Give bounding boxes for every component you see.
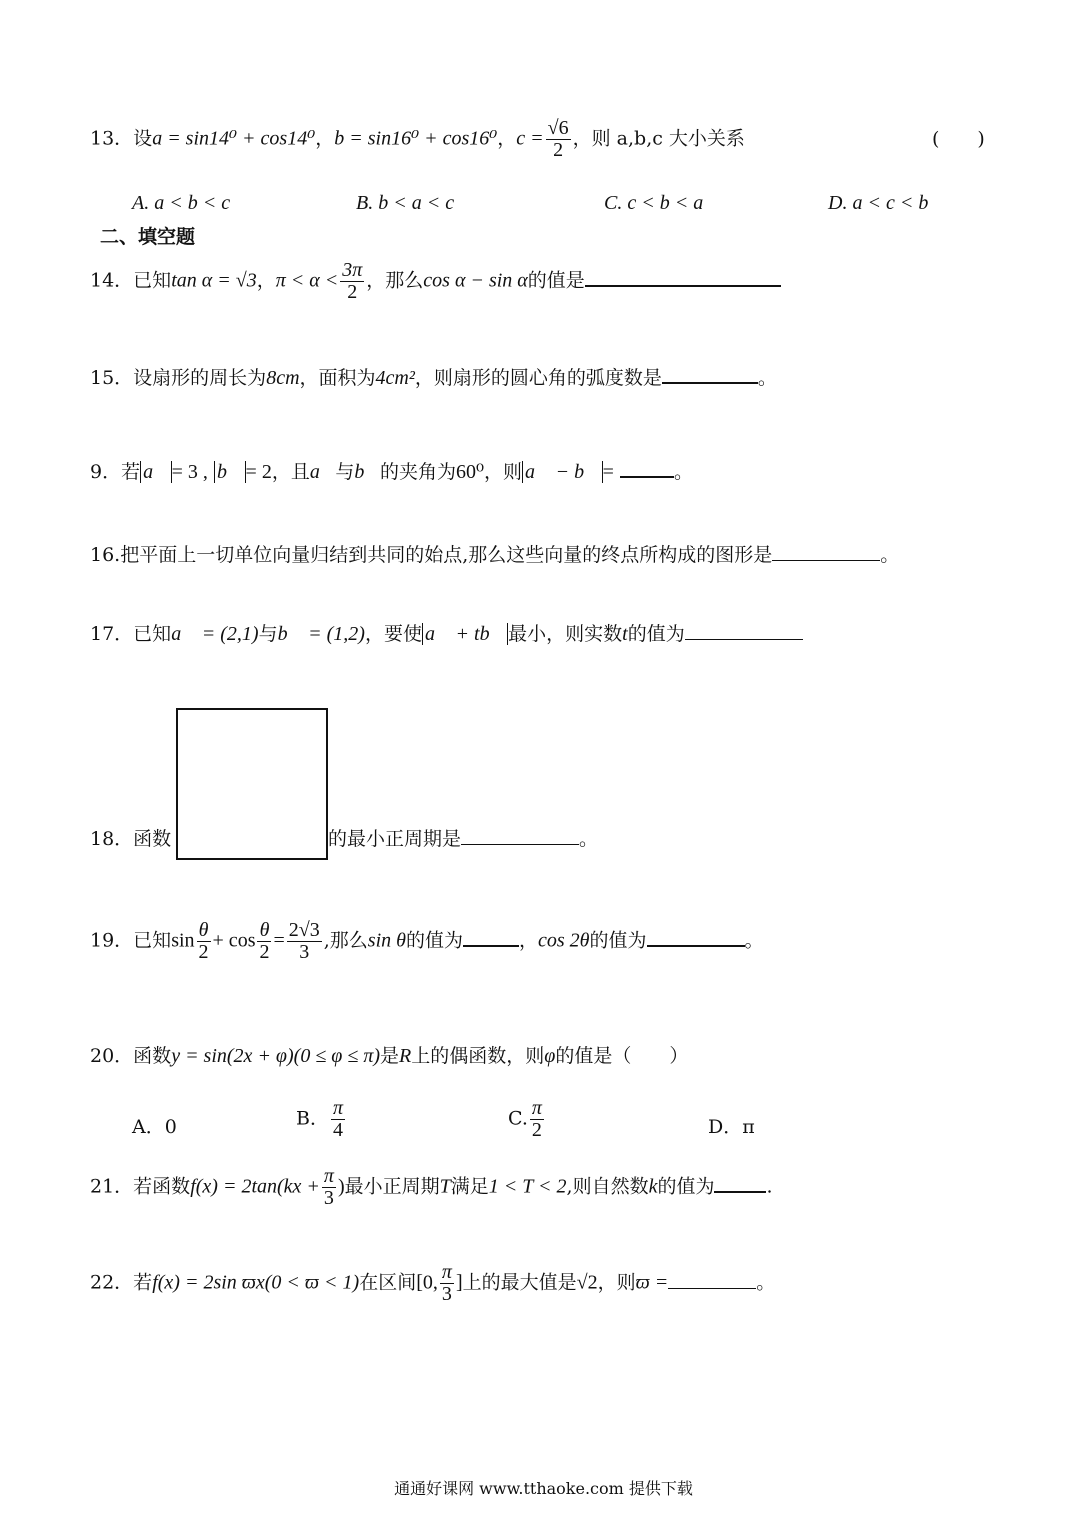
q19-eq: = <box>273 929 285 952</box>
q22-text2: 在区间 <box>359 1271 417 1294</box>
q22-frac-den: 3 <box>441 1283 452 1305</box>
q9-end: 。 <box>673 461 693 483</box>
q20-optC-frac <box>530 1098 544 1141</box>
q13-tail: ，则 a,b,c 大小关系 <box>572 127 745 150</box>
q14-fraction <box>340 260 364 303</box>
q20-optB-label: B． <box>296 1107 329 1130</box>
q17-abs: a⃗ + tb⃗ <box>422 623 508 645</box>
q18-end: 。 <box>579 828 599 850</box>
q16-end: 。 <box>880 544 900 566</box>
q19-text1: 19．已知 <box>90 929 172 952</box>
q19-frac1 <box>197 920 211 963</box>
q9-angle: 60⁰ <box>456 461 485 483</box>
q21-end: . <box>766 1175 773 1198</box>
q20-option-d: D．π <box>708 1116 755 1138</box>
q15-text2: ，面积为 <box>299 367 376 389</box>
q13-answer-paren: ( ) <box>932 128 985 150</box>
q14-answer-blank[interactable] <box>585 284 781 287</box>
q15-text1: 15．设扇形的周长为 <box>90 367 267 389</box>
q13-c-num: √6 <box>547 117 569 139</box>
q18-line-right <box>328 828 598 851</box>
q22-line <box>90 1262 775 1305</box>
q14-frac-den: 2 <box>347 281 358 303</box>
q19-line <box>90 920 764 963</box>
q21-text3: 满足 <box>450 1175 489 1198</box>
q14-comma: ， <box>256 269 276 292</box>
q22-expr1: f(x) = 2sin ϖx(0 < ϖ < 1) <box>152 1271 360 1294</box>
q21-frac-den: 3 <box>323 1187 334 1209</box>
q16-text: 16.把平面上一切单位向量归结到共同的始点,那么这些向量的终点所构成的图形是 <box>90 544 773 566</box>
q22-sqrt: √2 <box>576 1271 598 1294</box>
q17-answer-blank[interactable] <box>685 638 803 640</box>
q20-optC-den: 2 <box>531 1119 542 1141</box>
q19-text4: ， <box>518 929 538 952</box>
q18-answer-blank[interactable] <box>461 843 579 845</box>
q15-answer-blank[interactable] <box>662 381 758 384</box>
q15-line <box>90 366 777 390</box>
q19-frac2 <box>257 920 271 963</box>
q19-text5: 的值为 <box>589 929 647 952</box>
q17-text3: ，要使 <box>364 623 422 645</box>
q13-comma2: ， <box>497 127 517 150</box>
q9-text4: 的夹角为 <box>379 461 456 483</box>
q13-option-b: B. b < a < c <box>356 192 455 214</box>
q17-text5: 的值为 <box>627 623 685 645</box>
q20-R: R <box>399 1045 412 1067</box>
q9-vec-a: a⃗ <box>309 461 336 483</box>
q17-text2: 与 <box>258 623 278 645</box>
q20-text4: 的值是（ ） <box>555 1045 689 1067</box>
q13-comma1: ， <box>315 127 335 150</box>
q19-plus-cos: + cos <box>212 929 256 952</box>
q18-function-image-box <box>176 708 328 860</box>
q14-line <box>90 260 781 303</box>
q16-answer-blank[interactable] <box>772 559 880 561</box>
q20-optC-label: C. <box>508 1107 528 1130</box>
q13-expr-a: a = sin14⁰ + cos14⁰ <box>152 127 316 150</box>
q14-mid: ，那么 <box>366 269 424 292</box>
q21-text2: 最小正周期 <box>344 1175 440 1198</box>
q21-T: T <box>439 1175 451 1198</box>
q14-number: 14．已知 <box>90 269 172 292</box>
q17-line <box>90 622 803 646</box>
q22-frac <box>440 1262 454 1305</box>
q9-abs-a: a⃗ <box>140 461 172 483</box>
q21-expr1: f(x) = 2tan(kx + <box>190 1175 320 1198</box>
q22-text4: ，则 <box>597 1271 636 1294</box>
q19-text3: 的值为 <box>405 929 463 952</box>
q17-expr1: a⃗ = (2,1) <box>171 623 259 645</box>
q9-vec-b: b⃗ <box>354 461 380 483</box>
q9-eq3: = <box>602 461 614 483</box>
q13-expr-b: b = sin16⁰ + cos16⁰ <box>334 127 498 150</box>
q9-abs-b: b⃗ <box>214 461 246 483</box>
q20-expr: y = sin(2x + φ)(0 ≤ φ ≤ π) <box>171 1045 381 1067</box>
q21-text4: ,则自然数 <box>566 1175 649 1198</box>
q21-expr2: 1 < T < 2 <box>488 1175 567 1198</box>
q13-c-fraction <box>546 118 571 161</box>
q9-answer-blank[interactable] <box>620 475 674 478</box>
q17-expr2: b⃗ = (1,2) <box>277 623 365 645</box>
q9-line <box>90 460 693 484</box>
q22-frac-num: π <box>441 1261 452 1283</box>
q22-omega: ϖ = <box>635 1271 669 1294</box>
q22-interval-end: ] <box>455 1271 463 1294</box>
q20-text3: 上的偶函数，则 <box>411 1045 545 1067</box>
q21-frac <box>322 1166 336 1209</box>
q20-optB-frac <box>331 1098 345 1141</box>
q15-area: 4cm² <box>375 367 415 389</box>
q22-end: 。 <box>756 1271 776 1294</box>
q19-sin: sin <box>171 929 195 952</box>
q13-c-den: 2 <box>553 139 564 161</box>
q17-text1: 17．已知 <box>90 623 172 645</box>
q19-f2-num: θ <box>257 920 271 942</box>
q19-blank1[interactable] <box>463 944 519 947</box>
q19-end: 。 <box>744 929 764 952</box>
q9-text1: 9．若 <box>90 461 141 483</box>
q14-tail: 的值是 <box>527 269 585 292</box>
q22-answer-blank[interactable] <box>668 1287 756 1289</box>
q20-option-a: A．0 <box>132 1116 177 1138</box>
page-footer: 通通好课网 www.tthaoke.com 提供下载 <box>394 1479 693 1498</box>
q9-eq1: = 3 , <box>171 461 208 483</box>
q9-text2: ，且 <box>271 461 310 483</box>
q19-expr2: cos 2θ <box>538 929 590 952</box>
q15-perimeter: 8cm <box>266 367 300 389</box>
q19-expr1: sin θ <box>367 929 406 952</box>
q14-expr1: tan α = √3 <box>171 269 257 292</box>
q20-optB-den: 4 <box>332 1119 343 1141</box>
q20-option-b <box>296 1098 347 1141</box>
q22-text3: 上的最大值是 <box>462 1271 577 1294</box>
q20-phi: φ <box>544 1045 556 1067</box>
q13-line <box>90 118 745 161</box>
q21-expr1-end: ) <box>337 1175 345 1198</box>
q19-blank2[interactable] <box>647 944 745 947</box>
q13-number: 13．设 <box>90 127 153 150</box>
q17-text4: 最小，则实数 <box>508 623 623 645</box>
q22-interval-start: [0, <box>416 1271 438 1294</box>
q21-frac-num: π <box>323 1165 334 1187</box>
q9-abs-diff: a⃗ − b⃗ <box>522 461 603 483</box>
q9-text5: ，则 <box>484 461 523 483</box>
q14-expr2: π < α < <box>275 269 339 292</box>
q21-answer-blank[interactable] <box>714 1190 766 1193</box>
q15-end: 。 <box>757 367 777 389</box>
q20-text1: 20．函数 <box>90 1045 172 1067</box>
q13-option-c: C. c < b < a <box>604 192 704 214</box>
q19-f3-num: 2√3 <box>288 919 320 941</box>
q14-expr3: cos α − sin α <box>423 269 528 292</box>
q19-f1-num: θ <box>197 920 211 942</box>
q19-f3-den: 3 <box>299 941 310 963</box>
q19-frac3 <box>287 920 322 963</box>
q13-c-lhs: c = <box>516 127 544 150</box>
section-heading-fill-in: 二、填空题 <box>100 226 196 248</box>
q20-option-c <box>508 1098 546 1141</box>
q21-text5: 的值为 <box>657 1175 715 1198</box>
q19-f1-den: 2 <box>198 941 209 963</box>
q18-text2: 的最小正周期是 <box>328 828 462 850</box>
q13-option-d: D. a < c < b <box>828 192 929 214</box>
q20-optC-num: π <box>531 1097 542 1119</box>
q20-line <box>90 1044 688 1068</box>
q22-text1: 22．若 <box>90 1271 153 1294</box>
q15-text3: ，则扇形的圆心角的弧度数是 <box>414 367 662 389</box>
q14-frac-num: 3π <box>342 259 363 281</box>
q21-k: k <box>648 1175 658 1198</box>
q21-line <box>90 1166 773 1209</box>
q20-text2: 是 <box>380 1045 400 1067</box>
q20-optB-num: π <box>332 1097 343 1119</box>
q18-line-left: 18．函数 <box>90 828 172 850</box>
q13-option-a: A. a < b < c <box>132 192 231 214</box>
q19-f2-den: 2 <box>259 941 270 963</box>
q9-eq2: = 2 <box>245 461 272 483</box>
q21-text1: 21．若函数 <box>90 1175 191 1198</box>
q9-text3: 与 <box>335 461 355 483</box>
q17-t: t <box>622 623 628 645</box>
q16-line <box>90 544 899 567</box>
q19-text2: ,那么 <box>323 929 368 952</box>
